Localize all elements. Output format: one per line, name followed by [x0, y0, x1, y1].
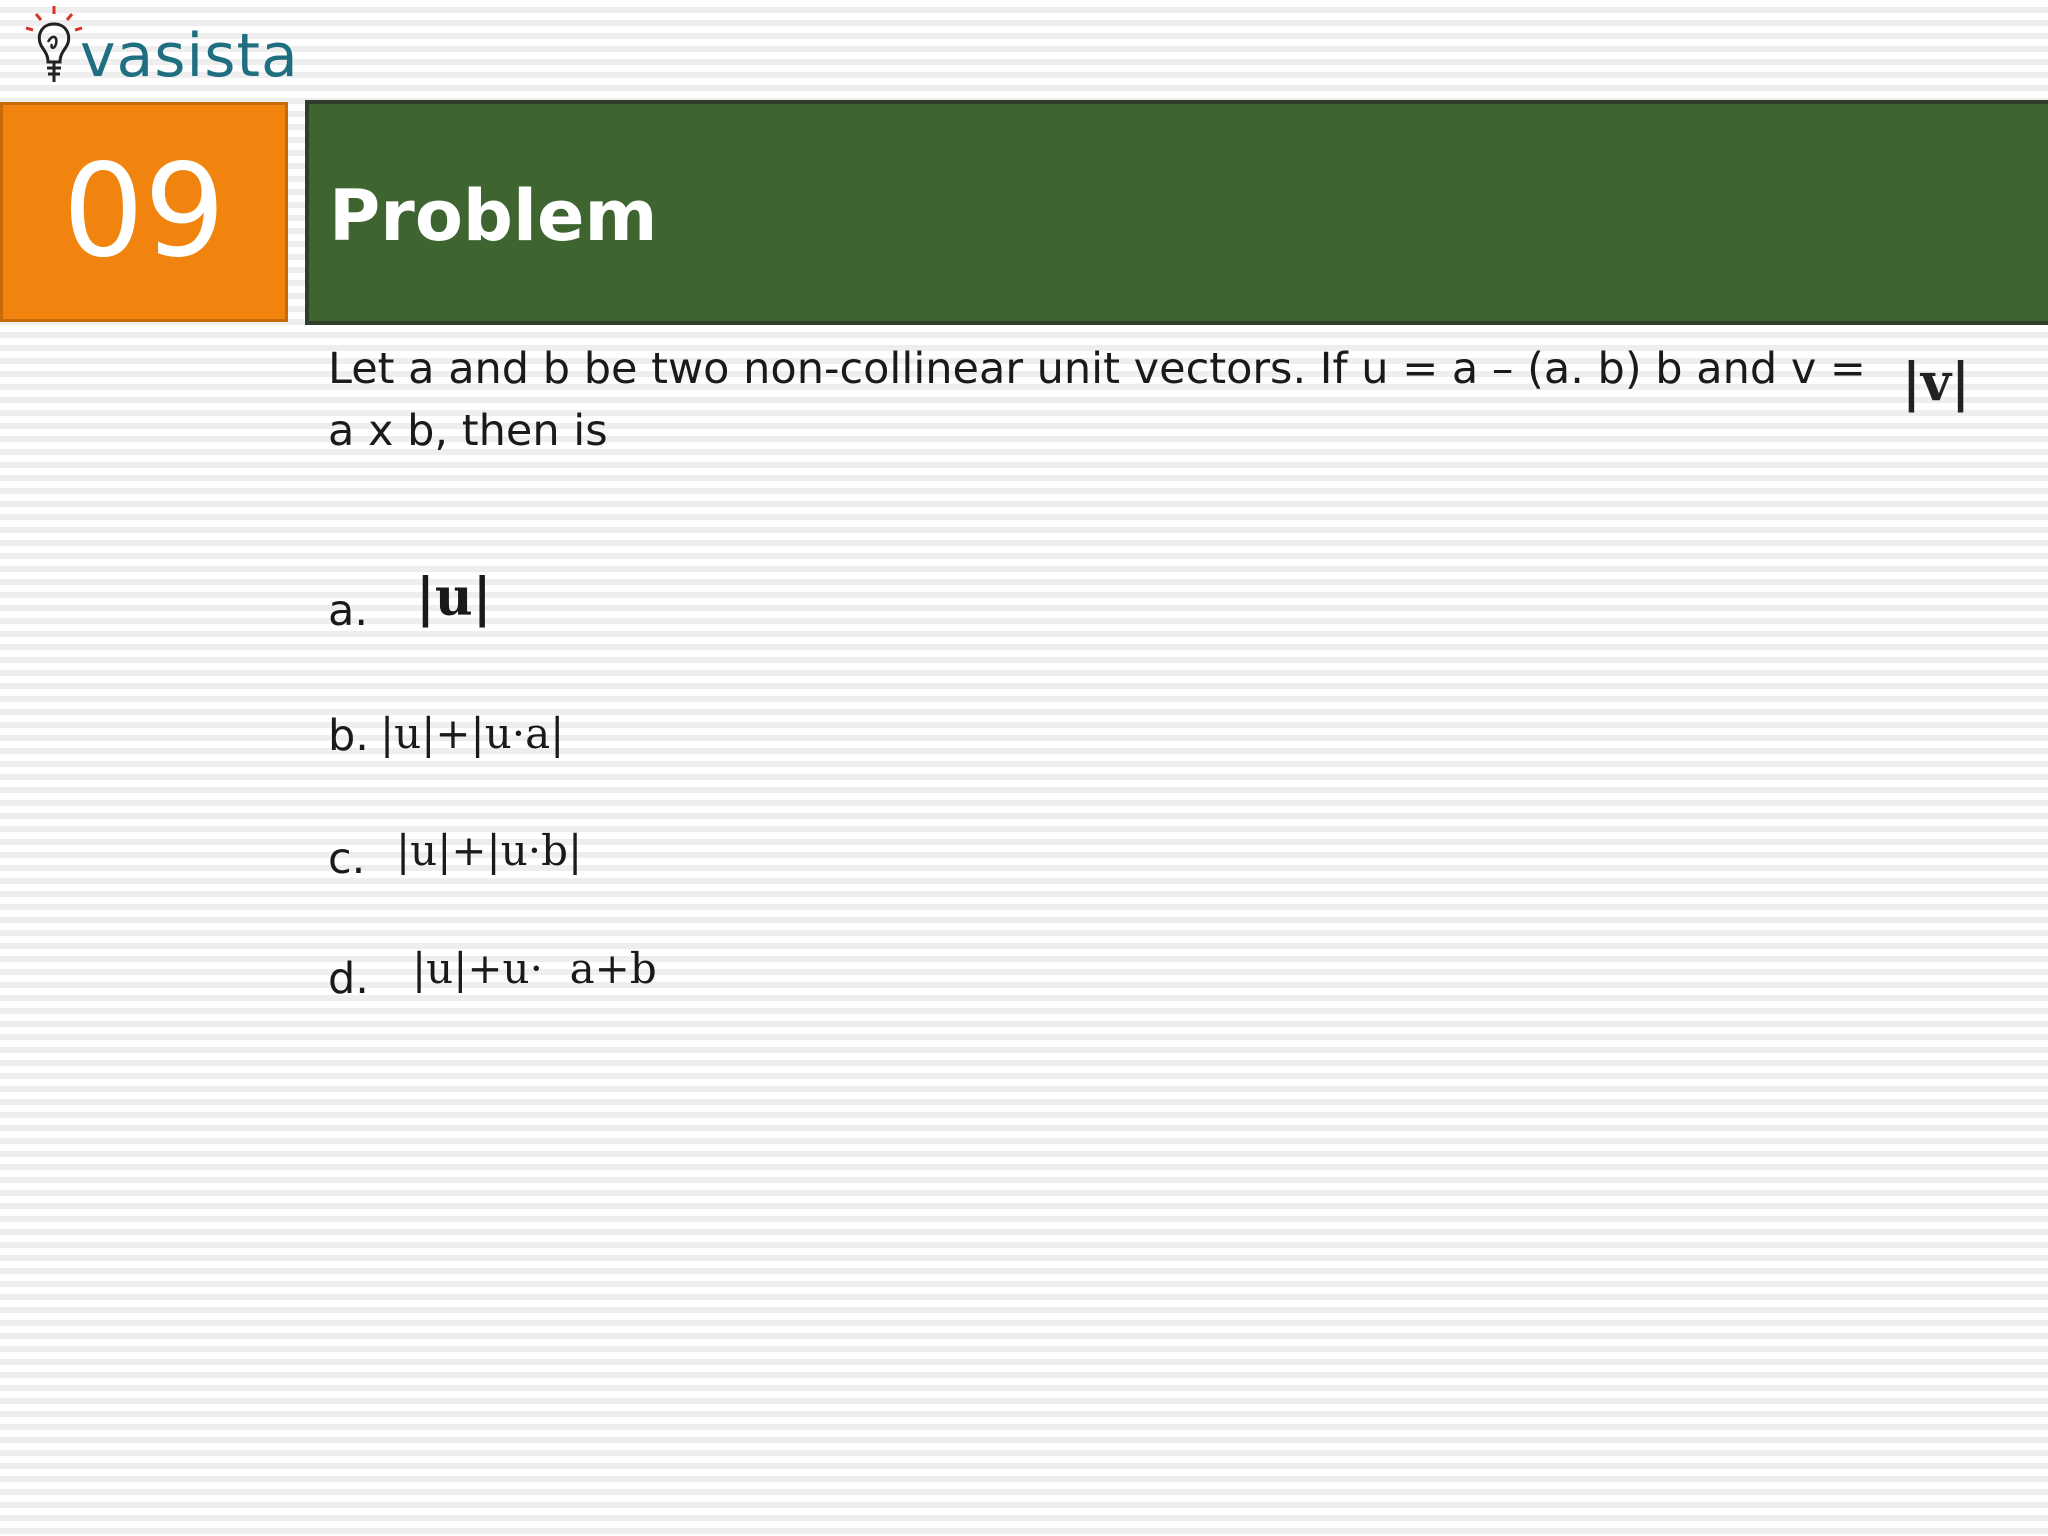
option-label: d. [328, 954, 369, 1004]
slide-title: Problem [329, 175, 658, 257]
option-c-math: |u|+|u·b| [396, 826, 583, 875]
option-d [328, 954, 369, 1004]
vasista-logo [22, 4, 299, 100]
logo-text: vasista [80, 21, 299, 91]
option-d-math: |u|+u· a+b [412, 944, 657, 993]
slide-number: 09 [62, 137, 226, 286]
question-text: Let a and b be two non-collinear unit vectors. If u = a – (a. b) b and v = a x b, then is [328, 344, 1866, 456]
option-b [328, 711, 369, 761]
option-label: c. [328, 834, 366, 884]
option-c [328, 834, 366, 884]
option-b-math: |u|+|u·a| [380, 709, 565, 758]
option-label: b. [328, 711, 369, 761]
option-a [328, 586, 369, 636]
question-math-magnitude-v: |v| [1902, 352, 1971, 413]
title-bar [305, 100, 2048, 325]
option-a-math: |u| [416, 567, 492, 628]
slide-number-box [0, 102, 288, 322]
option-label: a. [328, 586, 369, 636]
